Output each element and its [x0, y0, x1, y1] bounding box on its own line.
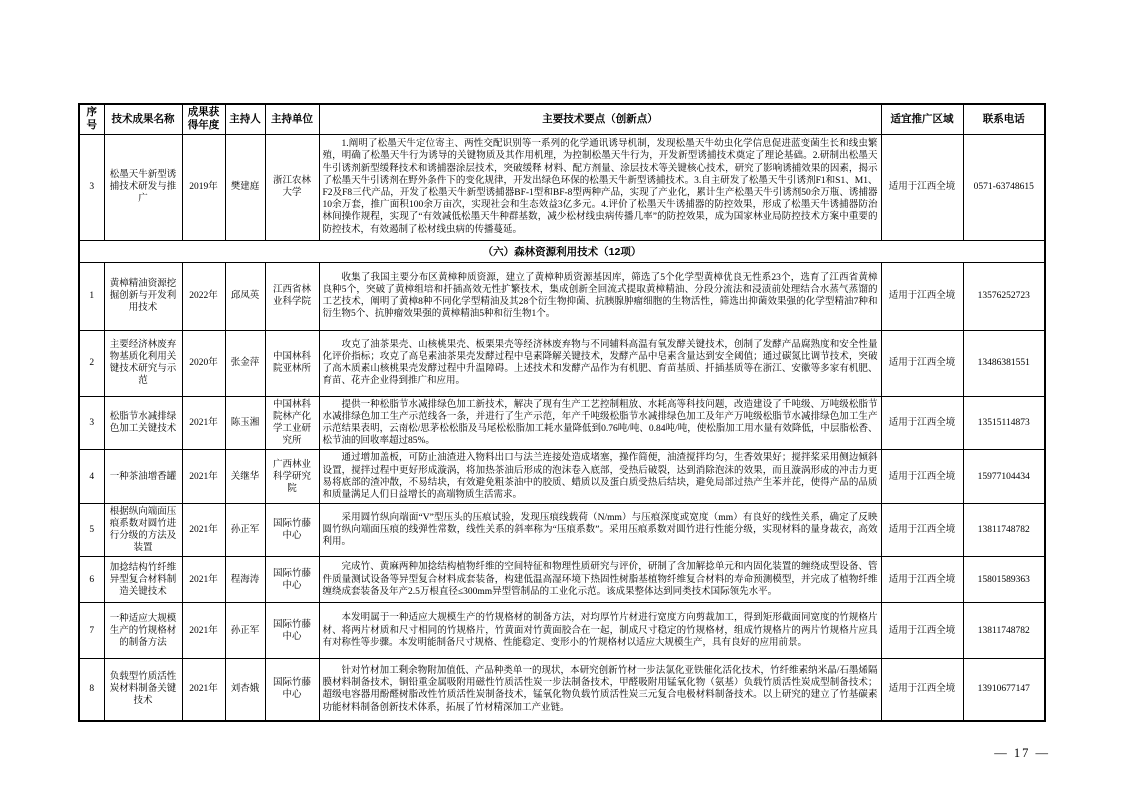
cell-phone: 13910677147 — [963, 659, 1045, 721]
section-header: （六）森林资源利用技术（12项） — [79, 240, 1045, 262]
tech-achievements-table — [78, 103, 1046, 722]
table-row — [79, 659, 1045, 721]
cell-tech-points: 针对竹材加工剩余物附加值低、产品种类单一的现状，本研究创新竹材一步法氯化亚铁催化活化技术，竹纤维素纳米晶/石墨烯隔膜材料制备技术，铜铅重金属吸附用磁性竹质活性炭一步法制备技术，甲醛吸附用锰氧化物（氨基）负载竹质活性炭成型制备技术；超级电容器用酚醛树脂改性竹质活性炭制备技术，锰氧化物负载竹质活性炭三元复合电极材料制备技术。以上研究的建立了竹基碳素功能材料制备创新技术体系，拓展了竹材精深加工产业链。 — [319, 659, 881, 721]
cell-region: 适用于江西全境 — [881, 330, 963, 396]
cell-host-unit: 国际竹藤中心 — [265, 557, 319, 603]
cell-phone: 15801589363 — [963, 557, 1045, 603]
cell-tech-points: 提供一种松脂节水减排绿色加工新技术，解决了现有生产工艺控制粗放、水耗高等科技问题，改造建设了千吨级、万吨级松脂节水减排绿色加工生产示范线各一条，并进行了生产示范，年产千吨级松脂节水减排绿色加工及年产万吨级松脂节水减排绿色加工生产示范结果表明，云南松/思茅松松脂及马尾松松脂加工耗水量降低到0.76吨/吨、0.84吨/吨，使松脂加工用水量有效降低，中层脂松香、松节油的回收率超过85%。 — [319, 396, 881, 450]
cell-year: 2019年 — [182, 134, 225, 240]
cell-region: 适用于江西全境 — [881, 134, 963, 240]
cell-phone: 15977104434 — [963, 450, 1045, 504]
cell-tech-points: 通过增加盖板，可防止油渣进入物料出口与法兰连接处造成堵塞，操作简便，油渣搅拌均匀，生香效果好；搅拌桨采用侧边倾斜设置，搅拌过程中更好形成漩涡，将加热茶油后形成的泡沫卷入底部，受热后破裂，达到消除泡沫的效果，而且漩涡形成的冲击力更易将底部的渣冲散，不易结块，有效避免粗茶油中的胶质、蜡质以及蛋白质受热后结块，避免局部过热产生苯并芘，使得产品的品质和质量满足人们日益增长的高端物质生活需求。 — [319, 450, 881, 504]
cell-serial: 3 — [79, 134, 104, 240]
cell-phone: 13576252723 — [963, 262, 1045, 330]
cell-host-unit: 国际竹藤中心 — [265, 659, 319, 721]
cell-tech-points: 本发明属于一种适应大规模生产的竹规格材的制备方法，对均厚竹片材进行宽度方向剪裁加工，得到矩形截面同宽度的竹规格片材、将两片材质和尺寸相同的竹规格片，竹黄面对竹黄面胶合在一起，制成尺寸稳定的竹规格材，组成竹规格片的两片竹规格片应具有对称性等步骤。本发明能制备尺寸规格、性能稳定、变形小的竹规格材以适应大规模生产，具有良好的应用前景。 — [319, 603, 881, 659]
cell-phone: 13811748782 — [963, 603, 1045, 659]
cell-year: 2021年 — [182, 603, 225, 659]
table-row — [79, 450, 1045, 504]
cell-achievement-name: 一种适应大规模生产的竹规格材的制备方法 — [104, 603, 182, 659]
cell-year: 2021年 — [182, 659, 225, 721]
cell-year: 2020年 — [182, 330, 225, 396]
cell-leader: 邱凤英 — [225, 262, 265, 330]
cell-serial: 4 — [79, 450, 104, 504]
cell-leader: 樊建庭 — [225, 134, 265, 240]
cell-leader: 孙正军 — [225, 603, 265, 659]
cell-leader: 陈玉湘 — [225, 396, 265, 450]
cell-serial: 8 — [79, 659, 104, 721]
cell-phone: 13486381551 — [963, 330, 1045, 396]
cell-achievement-name: 根据纵向端面压痕系数对圆竹进行分级的方法及装置 — [104, 504, 182, 557]
cell-region: 适用于江西全境 — [881, 396, 963, 450]
cell-region: 适用于江西全境 — [881, 659, 963, 721]
cell-achievement-name: 松脂节水减排绿色加工关键技术 — [104, 396, 182, 450]
cell-year: 2021年 — [182, 557, 225, 603]
cell-year: 2021年 — [182, 504, 225, 557]
table-header-row — [79, 104, 1045, 134]
cell-leader: 刘杏娥 — [225, 659, 265, 721]
cell-phone: 13515114873 — [963, 396, 1045, 450]
cell-achievement-name: 主要经济林废弃物基质化利用关键技术研究与示范 — [104, 330, 182, 396]
cell-leader: 程海涛 — [225, 557, 265, 603]
cell-serial: 1 — [79, 262, 104, 330]
cell-achievement-name: 黄樟精油资源挖掘创新与开发利用技术 — [104, 262, 182, 330]
cell-year: 2021年 — [182, 396, 225, 450]
cell-serial: 5 — [79, 504, 104, 557]
col-header-leader: 主持人 — [225, 104, 265, 134]
cell-host-unit: 广西林业科学研究院 — [265, 450, 319, 504]
cell-year: 2021年 — [182, 450, 225, 504]
cell-host-unit: 国际竹藤中心 — [265, 504, 319, 557]
cell-serial: 3 — [79, 396, 104, 450]
table-row — [79, 396, 1045, 450]
cell-achievement-name: 一种茶油增香罐 — [104, 450, 182, 504]
cell-achievement-name: 负载型竹质活性炭材料制备关键技术 — [104, 659, 182, 721]
cell-host-unit: 浙江农林大学 — [265, 134, 319, 240]
section-row — [79, 240, 1045, 262]
cell-leader: 孙正军 — [225, 504, 265, 557]
cell-region: 适用于江西全境 — [881, 603, 963, 659]
table-row — [79, 262, 1045, 330]
cell-serial: 2 — [79, 330, 104, 396]
table-row — [79, 557, 1045, 603]
col-header-phone: 联系电话 — [963, 104, 1045, 134]
col-header-host-unit: 主持单位 — [265, 104, 319, 134]
cell-achievement-name: 松墨天牛新型诱捕技术研发与推广 — [104, 134, 182, 240]
page-number: — 17 — — [994, 746, 1050, 760]
cell-tech-points: 收集了我国主要分布区黄樟种质资源，建立了黄樟种质资源基因库，筛选了5个化学型黄樟优良无性系23个，选育了江西省黄樟良种5个，突破了黄樟组培和扦插高效无性扩繁技术，集成创新全回流式提取黄樟精油、分段分流法和浸渍前处理结合水蒸气蒸馏的工艺技术，阐明了黄樟8种不同化学型精油及其28个衍生物抑菌、抗胰腺肿瘤细胞的生物活性，筛选出抑菌效果强的化学型精油7种和衍生物5个、抗肿瘤效果强的黄樟精油5种和衍生物1个。 — [319, 262, 881, 330]
cell-serial: 7 — [79, 603, 104, 659]
cell-host-unit: 中国林科院林产化学工业研究所 — [265, 396, 319, 450]
cell-leader: 张金萍 — [225, 330, 265, 396]
cell-year: 2022年 — [182, 262, 225, 330]
col-header-serial: 序号 — [79, 104, 104, 134]
cell-tech-points: 1.阐明了松墨天牛定位寄主、两性交配识别等一系列的化学通讯诱导机制，发现松墨天牛幼虫化学信息促进蓝变菌生长和线虫繁殖，明确了松墨天牛行为诱导的关键物质及其作用机理，为控制松墨天牛行为，开发新型诱捕技术奠定了理论基础。2.研制出松墨天牛引诱剂新型缓释技术和诱捕器涂层技术，突破缓释 材料、配方剂量、涂层技术等关键核心技术，研究了影响诱捕效果的因素，揭示了松墨天牛引诱剂在野外条件下的变化规律，开发出绿色环保的松墨天牛新型诱捕技术。3.自主研发了松墨天牛引诱剂F1和S1、M1、F2及F8三代产品，开发了松墨天牛新型诱捕器BF-1型和BF-8型两种产品，实现了产业化，累计生产松墨天牛引诱剂50余万瓶、诱捕器10余万套，推广面积100余万亩次，实现社会和生态效益3亿多元。4.评价了松墨天牛诱捕器的防控效果，形成了松墨天牛诱捕器防治林间操作规程，实现了“有效减低松墨天牛种群基数，减少松材线虫病传播几率”的防控效果，成为国家林业局防控技术方案中重要的防控技术，有效遏制了松材线虫病的传播蔓延。 — [319, 134, 881, 240]
cell-region: 适用于江西全境 — [881, 450, 963, 504]
cell-serial: 6 — [79, 557, 104, 603]
table-row — [79, 330, 1045, 396]
cell-achievement-name: 加捻结构竹纤维异型复合材料制造关键技术 — [104, 557, 182, 603]
cell-host-unit: 国际竹藤中心 — [265, 603, 319, 659]
col-header-region: 适宜推广区域 — [881, 104, 963, 134]
cell-leader: 关继华 — [225, 450, 265, 504]
cell-host-unit: 江西省林业科学院 — [265, 262, 319, 330]
table-row — [79, 134, 1045, 240]
cell-phone: 0571-63748615 — [963, 134, 1045, 240]
cell-phone: 13811748782 — [963, 504, 1045, 557]
col-header-achievement-name: 技术成果名称 — [104, 104, 182, 134]
cell-tech-points: 采用圆竹纵向端面“V”型压头的压痕试验，发现压痕线载荷（N/mm）与压痕深度或宽度（mm）有良好的线性关系，确定了反映圆竹纵向端面压痕的线弹性常数，线性关系的斜率称为“压痕系数”。采用压痕系数对圆竹进行性能分级，实现材料的量身裁衣，高效利用。 — [319, 504, 881, 557]
cell-host-unit: 中国林科院亚林所 — [265, 330, 319, 396]
table-row — [79, 603, 1045, 659]
cell-region: 适用于江西全境 — [881, 557, 963, 603]
table-row — [79, 504, 1045, 557]
col-header-year: 成果获得年度 — [182, 104, 225, 134]
cell-region: 适用于江西全境 — [881, 504, 963, 557]
col-header-tech-points: 主要技术要点（创新点） — [319, 104, 881, 134]
cell-tech-points: 完成竹、黄麻两种加捻结构植物纤维的空间特征和物理性质研究与评价，研制了含加解捻单元和内固化装置的缠绕成型设备、管件质量测试设备等异型复合材料成套装备，构建低温高湿环境下热固性树脂基植物纤维复合材料的寿命预测模型，并完成了植物纤维缠绕成套装备及年产2.5万根直径≤300mm异型管制品的工业化示范。该成果整体达到同类技术国际领先水平。 — [319, 557, 881, 603]
cell-region: 适用于江西全境 — [881, 262, 963, 330]
cell-tech-points: 攻克了油茶果壳、山核桃果壳、板栗果壳等经济林废弃物与不同辅料高温有氧发酵关键技术，创制了发酵产品腐熟度和安全性量化评价指标；攻克了高皂素油茶果壳发酵过程中皂素降解关键技术，发酵产品中皂素含量达到安全阈值；通过碳氮比调节技术，突破了高木质素山核桃果壳发酵过程中升温障碍。上述技术和发酵产品作为有机肥、育苗基质、扦插基质等在浙江、安徽等多家有机肥、育苗、花卉企业得到推广和应用。 — [319, 330, 881, 396]
